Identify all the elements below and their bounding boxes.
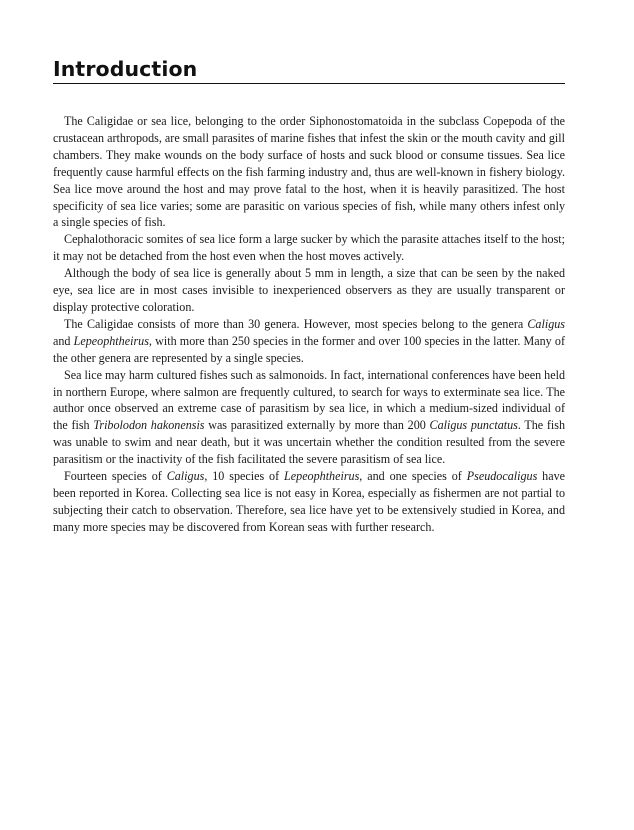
text-run: Sea lice may harm cultured fishes such as salmonoids. In fact, international conferences have been held in northern Europe, where salmon are frequently cultured, to search for ways to exterminate sea lice. The author once observed an extreme case of parasitism by sea lice, in which a medium-sized individual of the fish — [53, 367, 565, 433]
body-text — [53, 113, 565, 536]
text-run: , with more than 250 species in the former and over 100 species in the latter. Many of the other genera are represented by a single species. — [53, 333, 565, 365]
text-run: . The fish was unable to swim and near death, but it was uncertain whether the condition resulted from the severe parasitism or the inactivity of the fish facilitated the severe parasitism of sea lice. — [53, 418, 565, 467]
text-run: The Caligidae or sea lice, belonging to the order Siphonostomatoida in the subclass Copepoda of the crustacean arthropods, are small parasites of marine fishes that infest the skin or the mouth cavity and gill chambers. They make wounds on the body surface of hosts and suck blood or consume tissues. Sea lice frequently cause harmful effects on the fish farming industry and, thus are well-known in fishery biology. Sea lice move around the host and may prove fatal to the host, when it is heavily parasitized. The host specificity of sea lice varies; some are parasitic on various species of fish, while many others infest only a single species of fish. — [53, 114, 565, 230]
italic-taxon-name: Caligus — [166, 469, 205, 484]
text-run: Fourteen species of — [64, 469, 167, 484]
italic-taxon-name: Lepeophtheirus — [284, 469, 360, 484]
italic-taxon-name: Lepeophtheirus — [73, 333, 149, 348]
paragraph — [53, 113, 565, 231]
text-run: have been reported in Korea. Collecting sea lice is not easy in Korea, especially as fishermen are not partial to subjecting their catch to observation. Therefore, sea lice have yet to be extensively studied in Korea, and many more species may be discovered from Korean seas with further research. — [53, 469, 566, 534]
text-run: Although the body of sea lice is generally about 5 mm in length, a size that can be seen by the naked eye, sea lice are in most cases invisible to inexperienced observers as they are usually transparent or display protective coloration. — [53, 266, 565, 314]
paragraph — [53, 265, 565, 316]
text-run: The Caligidae consists of more than 30 genera. However, most species belong to the genera — [64, 316, 528, 331]
italic-taxon-name: Pseudocaligus — [466, 469, 538, 484]
paragraph — [53, 231, 565, 265]
text-run: , 10 species of — [204, 469, 285, 484]
section-title: Introduction — [53, 57, 198, 81]
italic-taxon-name: Caligus — [527, 316, 565, 331]
paragraph — [53, 367, 565, 468]
text-run: Cephalothoracic somites of sea lice form a large sucker by which the parasite attaches itself to the host; it may not be detached from the host even when the host moves actively. — [53, 232, 565, 264]
text-run: , and one species of — [359, 469, 467, 484]
paragraph — [53, 468, 565, 536]
text-run: was parasitized externally by more than 200 — [204, 418, 430, 433]
text-run: and — [53, 333, 74, 348]
italic-taxon-name: Tribolodon hakonensis — [93, 418, 205, 433]
section-heading — [53, 57, 565, 84]
paragraph — [53, 316, 565, 367]
italic-taxon-name: Caligus punctatus — [429, 418, 518, 433]
